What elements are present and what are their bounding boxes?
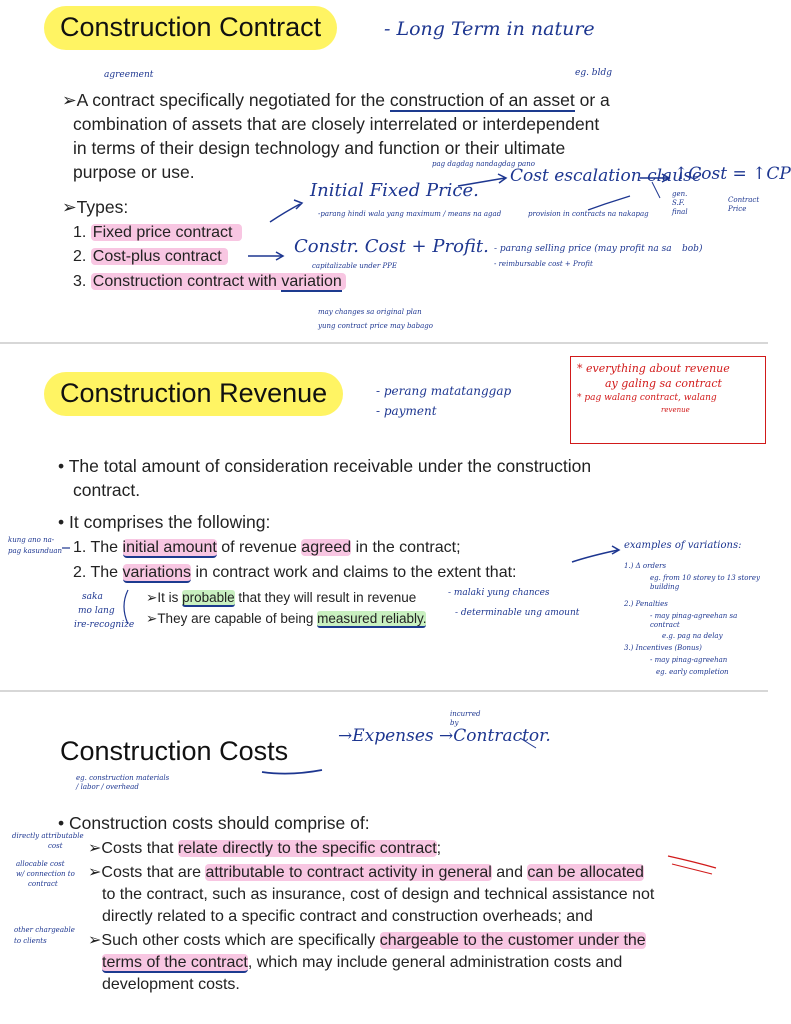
slide1-title: Construction Contract [44,12,337,43]
handwriting-arrows-slide2 [0,344,768,690]
definition-line-3: in terms of their design technology and function or their ultimate [73,138,566,158]
note-other-1: other chargeable [14,926,75,934]
note-payment: - payment [376,404,437,418]
example-1-title: 1.) Δ orders [624,562,667,570]
type-item-1: 1. Fixed price contract [73,222,242,244]
revenue-red-note-box: * everything about revenue ay galing sa contract * pag walang contract, walang revenue [570,356,766,444]
note-selling-price: - parang selling price (may profit na sa [494,244,672,254]
costs-item-1: ➢Costs that relate directly to the specific contract; [88,840,442,857]
revenue-item-2: 2. The variations in contract work and claims to the extent that: [73,564,517,581]
definition-line-2: combination of assets that are closely interrelated or interdependent [73,114,600,134]
example-2-detail-a: - may pinag-agreehan sa contract [650,612,738,629]
note-expenses-contractor: →Expenses →Contractor. [338,726,551,746]
arrow-bullet-icon: ➢ [146,611,158,626]
note-malaki-chances: - malaki yung chances [448,588,550,598]
note-direct-1: directly attributable [12,832,84,840]
note-eg-materials: eg. construction materials / labor / overhead [76,774,170,791]
note-saka: saka [82,592,103,602]
definition-line-1: ➢A contract specifically negotiated for the construction of an asset or a [62,90,610,110]
note-ire-recognize: ire-recognize [74,620,135,630]
revenue-subitem-measured: ➢They are capable of being measured reliably. [146,611,427,626]
note-contract-price: Contract Price [728,196,760,213]
note-agreement: agreement [104,70,154,80]
types-label: ➢Types: [62,197,129,217]
type-item-3: 3. Construction contract with variation [73,271,346,293]
costs-item-3-line-3: development costs. [102,976,240,993]
note-perang-matatanggap: - perang matatanggap [376,384,512,398]
example-3-title: 3.) Incentives (Bonus) [624,644,702,652]
example-3-detail-b: eg. early completion [656,668,729,676]
examples-variations-title: examples of variations: [624,540,742,551]
note-alloc-3: contract [28,880,58,888]
note-long-term: - Long Term in nature [384,18,595,40]
costs-title-text: Construction Costs [60,736,289,766]
arrow-bullet-icon: ➢ [62,197,77,217]
note-gsf: gen. S.F. final [672,190,688,216]
note-incurred-by: incurred by [450,710,481,727]
note-mo-lang: mo lang [78,606,115,616]
example-3-detail-a: - may pinag-agreehan [650,656,728,664]
note-constr-cost-profit: Constr. Cost + Profit. [294,236,489,257]
costs-item-3-line-2: terms of the contract, which may include general administration costs and [102,954,623,971]
costs-item-2-line-3: directly related to a specific contract and construction overheads; and [102,908,593,925]
note-direct-2: cost [48,842,63,850]
arrow-bullet-icon: ➢ [88,932,102,949]
revenue-bullet-2: • It comprises the following: [58,512,271,532]
example-2-title: 2.) Penalties [624,600,668,608]
note-fixed-small: -parang hindi wala yang maximum / means na agad [318,210,502,218]
revenue-bullet-1-line-1: • The total amount of consideration receivable under the construction [58,456,592,476]
note-escalation-tiny: pag dagdag nandagdag pano [432,160,535,168]
note-reimbursable: - reimbursable cost + Profit [494,260,593,268]
arrow-bullet-icon: ➢ [146,590,158,605]
note-cost-cp: ↑Cost = ↑CP [674,164,791,184]
note-provision: provision in contracts na nakapag [528,210,649,218]
slide-construction-revenue [0,344,768,690]
note-initial-fixed-price: Initial Fixed Price. [310,180,479,201]
note-kung-ano: kung ano na- [8,536,55,544]
note-bob: bob) [682,244,703,254]
costs-item-2-line-1: ➢Costs that are attributable to contract activity in general and can be allocated [88,864,644,881]
note-other-2: to clients [14,937,47,945]
type-item-2: 2. Cost-plus contract [73,246,228,268]
arrow-bullet-icon: ➢ [88,864,102,881]
arrow-bullet-icon: ➢ [62,90,77,110]
costs-item-3-line-1: ➢Such other costs which are specifically chargeable to the customer under the [88,932,646,949]
revenue-item-1: 1. The initial amount of revenue agreed in the contract; [73,539,461,556]
note-cost-escalation: Cost escalation clause [510,166,702,186]
note-determinable: - determinable ung amount [455,608,580,618]
note-variation-1: may changes sa original plan [318,308,422,316]
slide2-title: Construction Revenue [44,378,343,409]
note-alloc-1: allocable cost [16,860,65,868]
arrow-bullet-icon: ➢ [88,840,102,857]
example-1-detail: eg. from 10 storey to 13 storey building [650,574,760,591]
revenue-subitem-probable: ➢It is probable that they will result in revenue [146,590,417,605]
slide-construction-costs [0,692,768,1024]
note-pag-kasunduan: pag kasunduan [8,547,63,555]
note-eg-bldg: eg. bldg [575,68,612,78]
definition-line-4: purpose or use. [73,162,195,182]
note-capitalizable: capitalizable under PPE [312,262,397,270]
slide-construction-contract [0,0,791,342]
note-variation-2: yung contract price may babago [318,322,433,330]
costs-item-2-line-2: to the contract, such as insurance, cost of design and technical assistance not [102,886,655,903]
revenue-bullet-1-line-2: contract. [73,480,141,500]
note-alloc-2: w/ connection to [16,870,75,878]
example-2-detail-b: e.g. pag na delay [662,632,723,640]
costs-bullet-1: • Construction costs should comprise of: [58,813,370,833]
